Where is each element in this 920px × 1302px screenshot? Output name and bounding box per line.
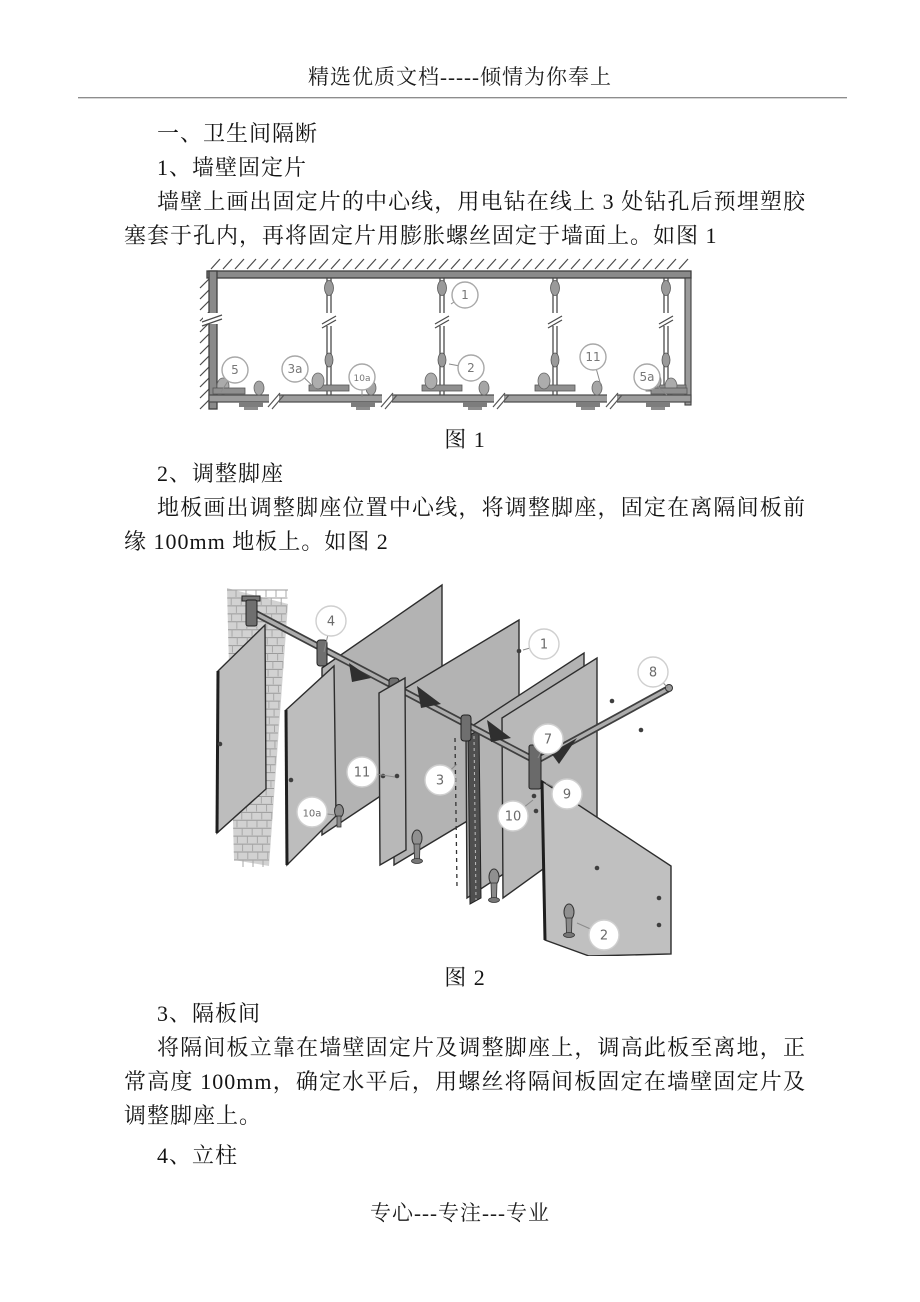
- svg-text:10: 10: [504, 809, 522, 825]
- section4-subtitle: 4、立柱: [157, 1143, 239, 1168]
- section2-paragraph: 地板画出调整脚座位置中心线，将调整脚座，固定在离隔间板前缘 100mm 地板上。如图 2: [124, 495, 806, 554]
- fig2-wall-bracket: [246, 600, 257, 626]
- svg-text:11: 11: [353, 765, 371, 781]
- figure-2-caption: 图 2: [444, 965, 486, 990]
- svg-text:2: 2: [599, 928, 609, 944]
- svg-text:8: 8: [648, 665, 658, 681]
- section1-paragraph: 墙壁上画出固定片的中心线，用电钻在线上 3 处钻孔后预埋塑胶塞套于孔内，再将固定片用膨胀螺丝固定于墙面上。如图 1: [124, 189, 806, 248]
- figure-1-caption: 图 1: [444, 427, 486, 452]
- svg-text:5a: 5a: [639, 370, 655, 385]
- svg-text:3a: 3a: [287, 362, 303, 377]
- section3-paragraph: 将隔间板立靠在墙壁固定片及调整脚座上，调高此板至离地，正常高度 100mm，确定水平后，用螺丝将隔间板固定在墙壁固定片及调整脚座上。: [124, 1035, 806, 1128]
- svg-text:1: 1: [539, 637, 549, 653]
- figure-1-image: [199, 257, 696, 421]
- svg-text:7: 7: [543, 732, 553, 748]
- page-header: 精选优质文档-----倾情为你奉上: [308, 65, 612, 89]
- page-footer: 专心---专注---专业: [370, 1201, 550, 1225]
- svg-text:5: 5: [231, 363, 239, 378]
- figure-2-image: [189, 568, 704, 956]
- svg-text:11: 11: [585, 350, 601, 365]
- svg-text:10a: 10a: [302, 808, 322, 820]
- figure-2: [189, 568, 704, 956]
- callout-11: [580, 344, 606, 386]
- section3-subtitle: 3、隔板间: [157, 1001, 262, 1026]
- section1-subtitle: 1、墙壁固定片: [157, 155, 308, 180]
- callout-3a: [282, 356, 317, 390]
- svg-text:10a: 10a: [353, 374, 371, 385]
- svg-text:4: 4: [326, 614, 336, 630]
- fig2-side-panel: [286, 666, 336, 865]
- header-rule: [78, 97, 847, 99]
- svg-text:9: 9: [562, 787, 572, 803]
- fig2-side-panel: [379, 678, 406, 865]
- fig2-rail-clip: [461, 715, 471, 741]
- fig1-top-wall: [207, 271, 691, 278]
- callout-8: [638, 657, 668, 688]
- callout-2: [449, 355, 484, 381]
- callout-1: [451, 282, 478, 308]
- figure-1: [199, 257, 696, 421]
- callout-1: [523, 629, 559, 659]
- section2-subtitle: 2、调整脚座: [157, 461, 285, 486]
- section1-title: 一、卫生间隔断: [157, 121, 319, 146]
- svg-text:1: 1: [461, 288, 469, 303]
- svg-text:2: 2: [467, 361, 475, 376]
- svg-text:3: 3: [435, 773, 445, 789]
